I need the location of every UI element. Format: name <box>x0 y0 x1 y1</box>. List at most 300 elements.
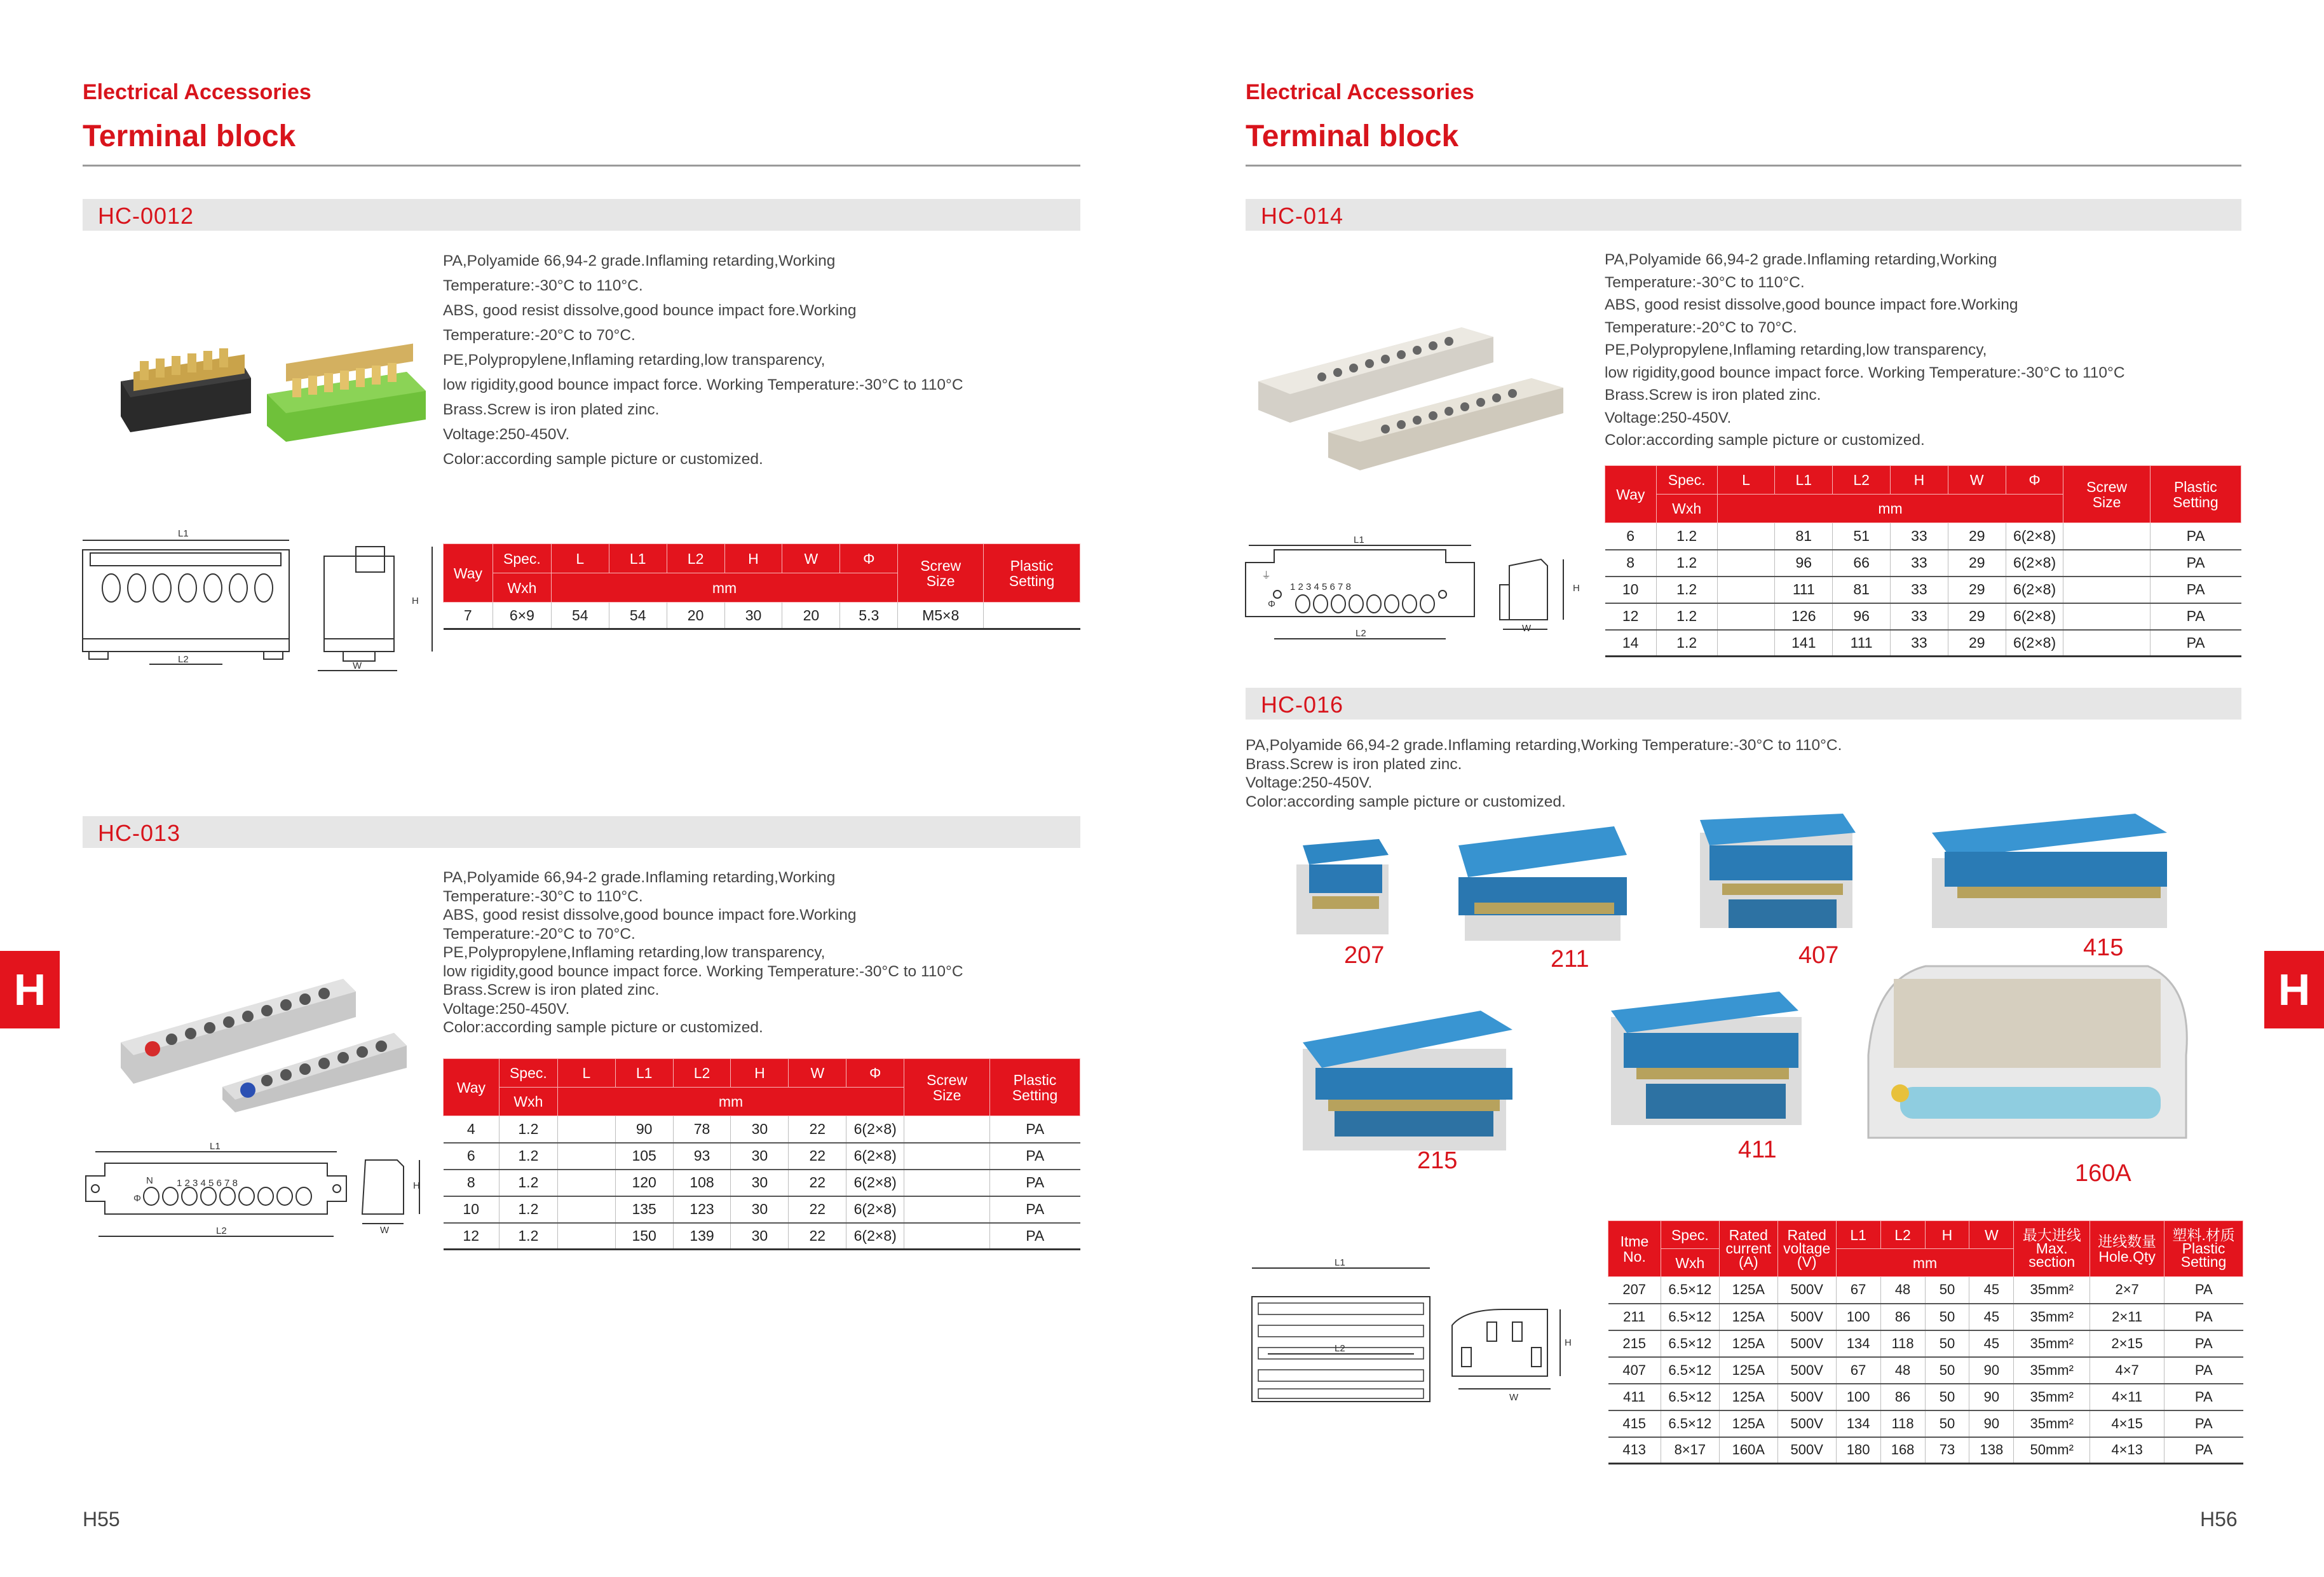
cell: 1.2 <box>499 1143 557 1170</box>
hc016-description <box>1246 736 1842 811</box>
cell: 90 <box>615 1116 673 1143</box>
cell: 45 <box>1969 1330 2014 1357</box>
cell: 30 <box>724 603 782 629</box>
col-mm: mm <box>1836 1249 2014 1277</box>
cell: 29 <box>1948 523 2006 550</box>
hc014-dimension-drawing <box>1242 534 1598 648</box>
product-211 <box>1458 826 1627 941</box>
cell: 134 <box>1836 1330 1880 1357</box>
plastic-label: Plastic <box>1010 557 1054 574</box>
col-spec: Spec. <box>1656 466 1717 495</box>
desc-line: ABS, good resist dissolve,good bounce impact fore.Working <box>443 906 857 924</box>
cell: 51 <box>1833 523 1891 550</box>
desc-line: PA,Polyamide 66,94-2 grade.Inflaming retarding,Working Temperature:-30°C to 110°C. <box>1246 737 1842 754</box>
dim-W: W <box>353 660 362 671</box>
cell: 125A <box>1719 1304 1777 1330</box>
desc-line: Temperature:-20°C to 70°C. <box>443 327 635 344</box>
cell: 6.5×12 <box>1661 1410 1719 1437</box>
dim-W: W <box>1509 1392 1519 1403</box>
desc-line: ABS, good resist dissolve,good bounce impact fore.Working <box>443 302 857 319</box>
ps-l2: Plastic <box>2182 1240 2225 1257</box>
cell: 20 <box>667 603 724 629</box>
cell: 500V <box>1777 1277 1836 1304</box>
table-row <box>1605 630 2241 657</box>
cell: PA <box>2150 577 2241 603</box>
dim-H: H <box>1565 1337 1572 1348</box>
cell: 6.5×12 <box>1661 1357 1719 1384</box>
desc-line: Color:according sample picture or customized. <box>443 451 763 468</box>
desc-line: PE,Polypropylene,Inflaming retarding,low transparency, <box>443 944 826 961</box>
setting-label: Setting <box>2173 493 2219 510</box>
col-L2: L2 <box>1880 1221 1925 1249</box>
cell: 6(2×8) <box>846 1170 904 1196</box>
cell: 22 <box>789 1116 846 1143</box>
col-plastic-setting <box>2150 466 2241 523</box>
cell: 1.2 <box>499 1223 557 1250</box>
cell: 413 <box>1608 1437 1661 1464</box>
cell: 33 <box>1891 577 1948 603</box>
ps-l3: Setting <box>2180 1253 2227 1270</box>
product-407 <box>1700 814 1856 928</box>
cell <box>557 1196 615 1223</box>
size-label: Size <box>932 1086 962 1103</box>
cell: 411 <box>1608 1384 1661 1410</box>
cell: PA <box>2164 1357 2243 1384</box>
cell: PA <box>2150 630 2241 657</box>
cell: 10 <box>444 1196 499 1223</box>
cell: 29 <box>1948 577 2006 603</box>
cell: 1.2 <box>1656 550 1717 577</box>
cell: 22 <box>789 1223 846 1250</box>
cell: 125A <box>1719 1357 1777 1384</box>
product-411 <box>1611 992 1802 1125</box>
table-row <box>444 1143 1080 1170</box>
cell: 6.5×12 <box>1661 1277 1719 1304</box>
product-415 <box>1932 814 2167 928</box>
cell: 100 <box>1836 1384 1880 1410</box>
dim-H: H <box>1573 583 1580 594</box>
desc-line: PA,Polyamide 66,94-2 grade.Inflaming retarding,Working <box>443 869 836 886</box>
product-207 <box>1296 839 1389 934</box>
cell: 1.2 <box>1656 523 1717 550</box>
cell: PA <box>2164 1277 2243 1304</box>
cell: 35mm² <box>2014 1304 2090 1330</box>
table-row <box>1608 1304 2243 1330</box>
cell <box>904 1170 990 1196</box>
cell: 30 <box>731 1143 789 1170</box>
col-rated-current <box>1719 1221 1777 1277</box>
rc-l2: current <box>1725 1240 1772 1257</box>
left-page-title: Terminal block <box>83 119 296 153</box>
col-mm: mm <box>1717 495 2063 523</box>
col-plastic-setting <box>2164 1221 2243 1277</box>
cell: 500V <box>1777 1304 1836 1330</box>
cell: 96 <box>1833 603 1891 630</box>
col-max-section <box>2014 1221 2090 1277</box>
cell: 2×11 <box>2090 1304 2164 1330</box>
col-screw-size <box>904 1059 990 1116</box>
cell: PA <box>2164 1330 2243 1357</box>
cell <box>904 1116 990 1143</box>
cell <box>557 1170 615 1196</box>
cell: 1.2 <box>1656 577 1717 603</box>
col-mm: mm <box>551 573 897 603</box>
col-hole-qty <box>2090 1221 2164 1277</box>
cell: 50 <box>1925 1330 1969 1357</box>
cell: 54 <box>609 603 667 629</box>
cell: 29 <box>1948 550 2006 577</box>
cell: 160A <box>1719 1437 1777 1464</box>
desc-line: Color:according sample picture or customized. <box>1605 432 1925 449</box>
hq-l1: 进线数量 <box>2098 1232 2157 1250</box>
cell: 33 <box>1891 523 1948 550</box>
cell: 141 <box>1775 630 1833 657</box>
left-page-number: H55 <box>83 1508 120 1531</box>
hc013-product-photo <box>114 966 413 1112</box>
cell: 90 <box>1969 1410 2014 1437</box>
cell: 4×7 <box>2090 1357 2164 1384</box>
table-row <box>1605 603 2241 630</box>
cell: 4×13 <box>2090 1437 2164 1464</box>
cell: 150 <box>615 1223 673 1250</box>
col-L2: L2 <box>667 544 724 573</box>
cell: 8×17 <box>1661 1437 1719 1464</box>
cell: 120 <box>615 1170 673 1196</box>
cell: 126 <box>1775 603 1833 630</box>
desc-line: Brass.Screw is iron plated zinc. <box>443 401 660 418</box>
col-phi: Φ <box>2006 466 2063 495</box>
table-row <box>1608 1330 2243 1357</box>
cell: 134 <box>1836 1410 1880 1437</box>
cell: 180 <box>1836 1437 1880 1464</box>
cell: 50 <box>1925 1277 1969 1304</box>
desc-line: PA,Polyamide 66,94-2 grade.Inflaming retarding,Working <box>443 252 836 270</box>
table-row <box>1608 1384 2243 1410</box>
cell: PA <box>2150 603 2241 630</box>
col-screw-size <box>2063 466 2150 523</box>
cell: 86 <box>1880 1384 1925 1410</box>
rv-l3: (V) <box>1797 1253 1817 1270</box>
cell: 33 <box>1891 603 1948 630</box>
cell: 1.2 <box>499 1116 557 1143</box>
cell: 6(2×8) <box>846 1223 904 1250</box>
col-way: Way <box>1605 466 1657 523</box>
col-wxh: Wxh <box>1661 1249 1719 1277</box>
cell <box>557 1223 615 1250</box>
ms-l3: section <box>2028 1253 2076 1270</box>
dim-terminal-numbers: 1 2 3 4 5 6 7 8 <box>177 1178 238 1189</box>
setting-label: Setting <box>1012 1086 1058 1103</box>
cell: 125A <box>1719 1277 1777 1304</box>
hc0012-header <box>83 199 1080 231</box>
label-207: 207 <box>1344 942 1385 969</box>
col-L1: L1 <box>1775 466 1833 495</box>
dim-terminal-numbers: 1 2 3 4 5 6 7 8 <box>1290 582 1351 592</box>
dim-L1: L1 <box>1354 535 1364 545</box>
dim-L1: L1 <box>210 1141 221 1152</box>
plastic-label: Plastic <box>2173 478 2217 495</box>
cell: 1.2 <box>499 1196 557 1223</box>
cell: 10 <box>1605 577 1657 603</box>
cell: 6(2×8) <box>2006 603 2063 630</box>
cell <box>557 1143 615 1170</box>
dim-phi: Φ <box>1268 599 1275 610</box>
cell: 50 <box>1925 1357 1969 1384</box>
cell: 415 <box>1608 1410 1661 1437</box>
label-215: 215 <box>1417 1147 1458 1174</box>
hc013-header <box>83 816 1080 848</box>
hc013-code: HC-013 <box>98 820 181 846</box>
setting-label: Setting <box>1009 572 1055 589</box>
cell: 35mm² <box>2014 1410 2090 1437</box>
cell <box>904 1223 990 1250</box>
cell: 35mm² <box>2014 1357 2090 1384</box>
ms-l1: 最大进线 <box>2022 1227 2081 1243</box>
cell: 50 <box>1925 1304 1969 1330</box>
cell <box>2063 630 2150 657</box>
rv-l1: Rated <box>1787 1227 1826 1243</box>
table-row <box>444 603 1080 629</box>
cell: 2×7 <box>2090 1277 2164 1304</box>
cell: 125A <box>1719 1410 1777 1437</box>
cell: 125A <box>1719 1384 1777 1410</box>
cell: 29 <box>1948 603 2006 630</box>
desc-line: low rigidity,good bounce impact force. Working Temperature:-30°C to 110°C <box>443 376 963 393</box>
cell: 30 <box>731 1170 789 1196</box>
cell: 1.2 <box>499 1170 557 1196</box>
desc-line: Temperature:-30°C to 110°C. <box>1605 273 1805 291</box>
cell: 125A <box>1719 1330 1777 1357</box>
table-row <box>444 1170 1080 1196</box>
cell: 100 <box>1836 1304 1880 1330</box>
cell <box>1717 603 1775 630</box>
cell: 30 <box>731 1196 789 1223</box>
cell: PA <box>990 1170 1080 1196</box>
cell: 6(2×8) <box>846 1116 904 1143</box>
table-row <box>1608 1277 2243 1304</box>
cell: 168 <box>1880 1437 1925 1464</box>
cell: PA <box>990 1143 1080 1170</box>
right-section-tab: H <box>2264 951 2324 1028</box>
cell: 4×11 <box>2090 1384 2164 1410</box>
hc016-header <box>1246 688 2241 720</box>
cell: 54 <box>551 603 609 629</box>
col-H: H <box>1925 1221 1969 1249</box>
cell: 211 <box>1608 1304 1661 1330</box>
col-spec: Spec. <box>493 544 551 573</box>
cell: 90 <box>1969 1357 2014 1384</box>
cell: PA <box>2164 1437 2243 1464</box>
screw-label: Screw <box>920 557 962 574</box>
desc-line: Brass.Screw is iron plated zinc. <box>1605 386 1821 404</box>
col-W: W <box>1969 1221 2014 1249</box>
cell: 500V <box>1777 1330 1836 1357</box>
cell: 20 <box>782 603 840 629</box>
dim-L2: L2 <box>1356 628 1366 639</box>
dim-W: W <box>380 1225 390 1236</box>
cell: 500V <box>1777 1437 1836 1464</box>
cell: 66 <box>1833 550 1891 577</box>
cell: 6(2×8) <box>2006 550 2063 577</box>
col-L2: L2 <box>673 1059 731 1088</box>
desc-line: Voltage:250-450V. <box>1246 774 1373 791</box>
cell: M5×8 <box>898 603 984 629</box>
dim-phi: Φ <box>133 1193 141 1204</box>
cell: 105 <box>615 1143 673 1170</box>
product-215 <box>1303 1011 1512 1150</box>
hc014-product-photo <box>1252 321 1570 477</box>
cell: PA <box>2150 550 2241 577</box>
cell: 96 <box>1775 550 1833 577</box>
cell: 6(2×8) <box>846 1196 904 1223</box>
hc014-code: HC-014 <box>1261 203 1344 229</box>
cell: 35mm² <box>2014 1384 2090 1410</box>
desc-line: Temperature:-20°C to 70°C. <box>443 925 635 943</box>
cell: 86 <box>1880 1304 1925 1330</box>
cell: 500V <box>1777 1357 1836 1384</box>
dim-H: H <box>413 1180 420 1191</box>
hc0012-code: HC-0012 <box>98 203 194 229</box>
right-category: Electrical Accessories <box>1246 80 1474 104</box>
dim-W: W <box>1522 623 1532 634</box>
cell: 2×15 <box>2090 1330 2164 1357</box>
cell: 500V <box>1777 1410 1836 1437</box>
desc-line: PE,Polypropylene,Inflaming retarding,low transparency, <box>443 352 826 369</box>
cell: 123 <box>673 1196 731 1223</box>
screw-label: Screw <box>927 1071 968 1088</box>
hc014-description <box>1605 249 2125 452</box>
col-L1: L1 <box>609 544 667 573</box>
cell: 22 <box>789 1196 846 1223</box>
cell: 73 <box>1925 1437 1969 1464</box>
size-label: Size <box>926 572 955 589</box>
cell: 81 <box>1833 577 1891 603</box>
cell: 6×9 <box>493 603 551 629</box>
desc-line: low rigidity,good bounce impact force. Working Temperature:-30°C to 110°C <box>1605 364 2125 381</box>
table-row <box>1608 1437 2243 1464</box>
cell: 6.5×12 <box>1661 1330 1719 1357</box>
col-spec: Spec. <box>499 1059 557 1088</box>
desc-line: Voltage:250-450V. <box>443 426 570 443</box>
screw-label: Screw <box>2086 478 2128 495</box>
cell: 35mm² <box>2014 1277 2090 1304</box>
label-407: 407 <box>1798 942 1839 969</box>
cell: 1.2 <box>1656 630 1717 657</box>
right-page-number: H56 <box>2200 1508 2238 1531</box>
table-row <box>444 1223 1080 1250</box>
desc-line: Color:according sample picture or customized. <box>1246 793 1566 810</box>
desc-line: Brass.Screw is iron plated zinc. <box>1246 755 1462 773</box>
cell: 6(2×8) <box>2006 523 2063 550</box>
cell: 111 <box>1775 577 1833 603</box>
cell: 50mm² <box>2014 1437 2090 1464</box>
rv-l2: voltage <box>1783 1240 1831 1257</box>
cell: 108 <box>673 1170 731 1196</box>
cell: 6(2×8) <box>2006 577 2063 603</box>
label-211: 211 <box>1551 946 1589 973</box>
cell: 1.2 <box>1656 603 1717 630</box>
col-way: Way <box>444 544 493 603</box>
col-phi: Φ <box>840 544 898 573</box>
col-W: W <box>789 1059 846 1088</box>
cell: 135 <box>615 1196 673 1223</box>
cell: 45 <box>1969 1304 2014 1330</box>
desc-line: Temperature:-30°C to 110°C. <box>443 277 643 294</box>
cell: 6(2×8) <box>846 1143 904 1170</box>
cell: 12 <box>444 1223 499 1250</box>
rc-l3: (A) <box>1738 1253 1758 1270</box>
cell <box>1717 523 1775 550</box>
dim-L1: L1 <box>1335 1257 1345 1268</box>
cell: 14 <box>1605 630 1657 657</box>
cell: 4 <box>444 1116 499 1143</box>
cell: 207 <box>1608 1277 1661 1304</box>
cell: 90 <box>1969 1384 2014 1410</box>
col-item-no <box>1608 1221 1661 1277</box>
cell <box>1717 577 1775 603</box>
dim-N: N <box>146 1175 153 1186</box>
cell <box>904 1196 990 1223</box>
desc-line: Voltage:250-450V. <box>1605 409 1732 427</box>
col-L: L <box>1717 466 1775 495</box>
left-section-tab: H <box>0 951 60 1028</box>
cell: 93 <box>673 1143 731 1170</box>
label-160A: 160A <box>2075 1160 2131 1187</box>
cell: 8 <box>444 1170 499 1196</box>
black-terminal-block <box>121 348 251 432</box>
cell <box>984 603 1080 629</box>
col-spec: Spec. <box>1661 1221 1719 1249</box>
plastic-label: Plastic <box>1013 1071 1057 1088</box>
dim-earth: ⏚ <box>1261 570 1272 581</box>
cell: 4×15 <box>2090 1410 2164 1437</box>
col-H: H <box>731 1059 789 1088</box>
col-plastic-setting <box>990 1059 1080 1116</box>
cell: 45 <box>1969 1277 2014 1304</box>
col-W: W <box>1948 466 2006 495</box>
col-H: H <box>724 544 782 573</box>
col-L2: L2 <box>1833 466 1891 495</box>
cell: 6.5×12 <box>1661 1304 1719 1330</box>
cell <box>2063 550 2150 577</box>
desc-line: ABS, good resist dissolve,good bounce impact fore.Working <box>1605 296 2018 313</box>
cell: PA <box>990 1223 1080 1250</box>
dim-L2: L2 <box>178 654 189 665</box>
cell: 6.5×12 <box>1661 1384 1719 1410</box>
cell: 30 <box>731 1223 789 1250</box>
cell: 48 <box>1880 1277 1925 1304</box>
cell: 407 <box>1608 1357 1661 1384</box>
col-phi: Φ <box>846 1059 904 1088</box>
cell: PA <box>2150 523 2241 550</box>
cell: 22 <box>789 1143 846 1170</box>
col-mm: mm <box>557 1088 904 1116</box>
cell: 67 <box>1836 1277 1880 1304</box>
col-wxh: Wxh <box>499 1088 557 1116</box>
hc013-spec-table <box>443 1058 1080 1250</box>
table-row <box>1605 523 2241 550</box>
cell <box>1717 630 1775 657</box>
hc0012-description <box>443 249 963 472</box>
right-title-rule <box>1246 165 2241 167</box>
cell: 78 <box>673 1116 731 1143</box>
col-W: W <box>782 544 840 573</box>
col-wxh: Wxh <box>1656 495 1717 523</box>
cell: 139 <box>673 1223 731 1250</box>
cell <box>2063 577 2150 603</box>
table-row <box>1608 1410 2243 1437</box>
cell: 6 <box>444 1143 499 1170</box>
